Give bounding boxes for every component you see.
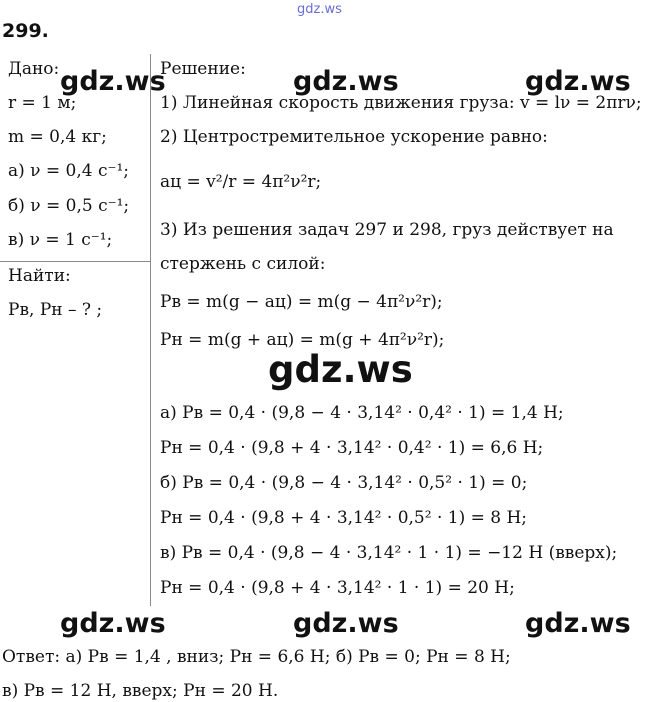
watermark-top: gdz.ws bbox=[297, 2, 342, 17]
solution-formula: Pн = m(g + aц) = m(g + 4π²ν²r); bbox=[160, 330, 445, 350]
watermark: gdz.ws bbox=[525, 608, 631, 639]
column-divider bbox=[150, 54, 151, 606]
answer-line: в) Pв = 12 Н, вверх; Pн = 20 Н. bbox=[2, 681, 279, 701]
solution-heading: Решение: bbox=[160, 59, 246, 79]
solution-line: стержень с силой: bbox=[160, 254, 326, 274]
given-find-divider bbox=[0, 261, 151, 262]
given-line: m = 0,4 кг; bbox=[8, 127, 107, 147]
solution-calc: Pн = 0,4 · (9,8 + 4 · 3,14² · 0,4² · 1) = 6,6 Н; bbox=[160, 438, 544, 458]
solution-line: 2) Центростремительное ускорение равно: bbox=[160, 127, 548, 147]
solution-calc: а) Pв = 0,4 · (9,8 − 4 · 3,14² · 0,4² · 1) = 1,4 Н; bbox=[160, 403, 564, 423]
find-heading: Найти: bbox=[8, 266, 71, 286]
given-line: r = 1 м; bbox=[8, 93, 77, 113]
given-line: в) ν = 1 с⁻¹; bbox=[8, 230, 113, 250]
given-line: а) ν = 0,4 с⁻¹; bbox=[8, 161, 130, 181]
watermark: gdz.ws bbox=[60, 66, 166, 97]
answer-line: Ответ: а) Pв = 1,4 , вниз; Pн = 6,6 Н; б) Pв = 0; Pн = 8 Н; bbox=[2, 647, 511, 667]
solution-calc: Pн = 0,4 · (9,8 + 4 · 3,14² · 1 · 1) = 20 Н; bbox=[160, 578, 515, 598]
given-heading: Дано: bbox=[8, 59, 60, 79]
given-line: б) ν = 0,5 с⁻¹; bbox=[8, 196, 130, 216]
watermark-center: gdz.ws bbox=[268, 348, 413, 391]
solution-line: 1) Линейная скорость движения груза: v = lν = 2πrν; bbox=[160, 93, 642, 113]
solution-line: 3) Из решения задач 297 и 298, груз действует на bbox=[160, 220, 614, 240]
solution-formula: Pв = m(g − aц) = m(g − 4π²ν²r); bbox=[160, 292, 443, 312]
solution-calc: Pн = 0,4 · (9,8 + 4 · 3,14² · 0,5² · 1) = 8 Н; bbox=[160, 508, 528, 528]
watermark: gdz.ws bbox=[293, 66, 399, 97]
watermark: gdz.ws bbox=[525, 66, 631, 97]
watermark: gdz.ws bbox=[60, 608, 166, 639]
solution-calc: в) Pв = 0,4 · (9,8 − 4 · 3,14² · 1 · 1) = −12 Н (вверх); bbox=[160, 543, 618, 563]
problem-number: 299. bbox=[2, 20, 49, 42]
watermark: gdz.ws bbox=[293, 608, 399, 639]
solution-calc: б) Pв = 0,4 · (9,8 − 4 · 3,14² · 0,5² · 1) = 0; bbox=[160, 473, 528, 493]
find-text: Pв, Pн – ? ; bbox=[8, 300, 103, 320]
solution-formula: aц = v²/r = 4π²ν²r; bbox=[160, 172, 322, 192]
